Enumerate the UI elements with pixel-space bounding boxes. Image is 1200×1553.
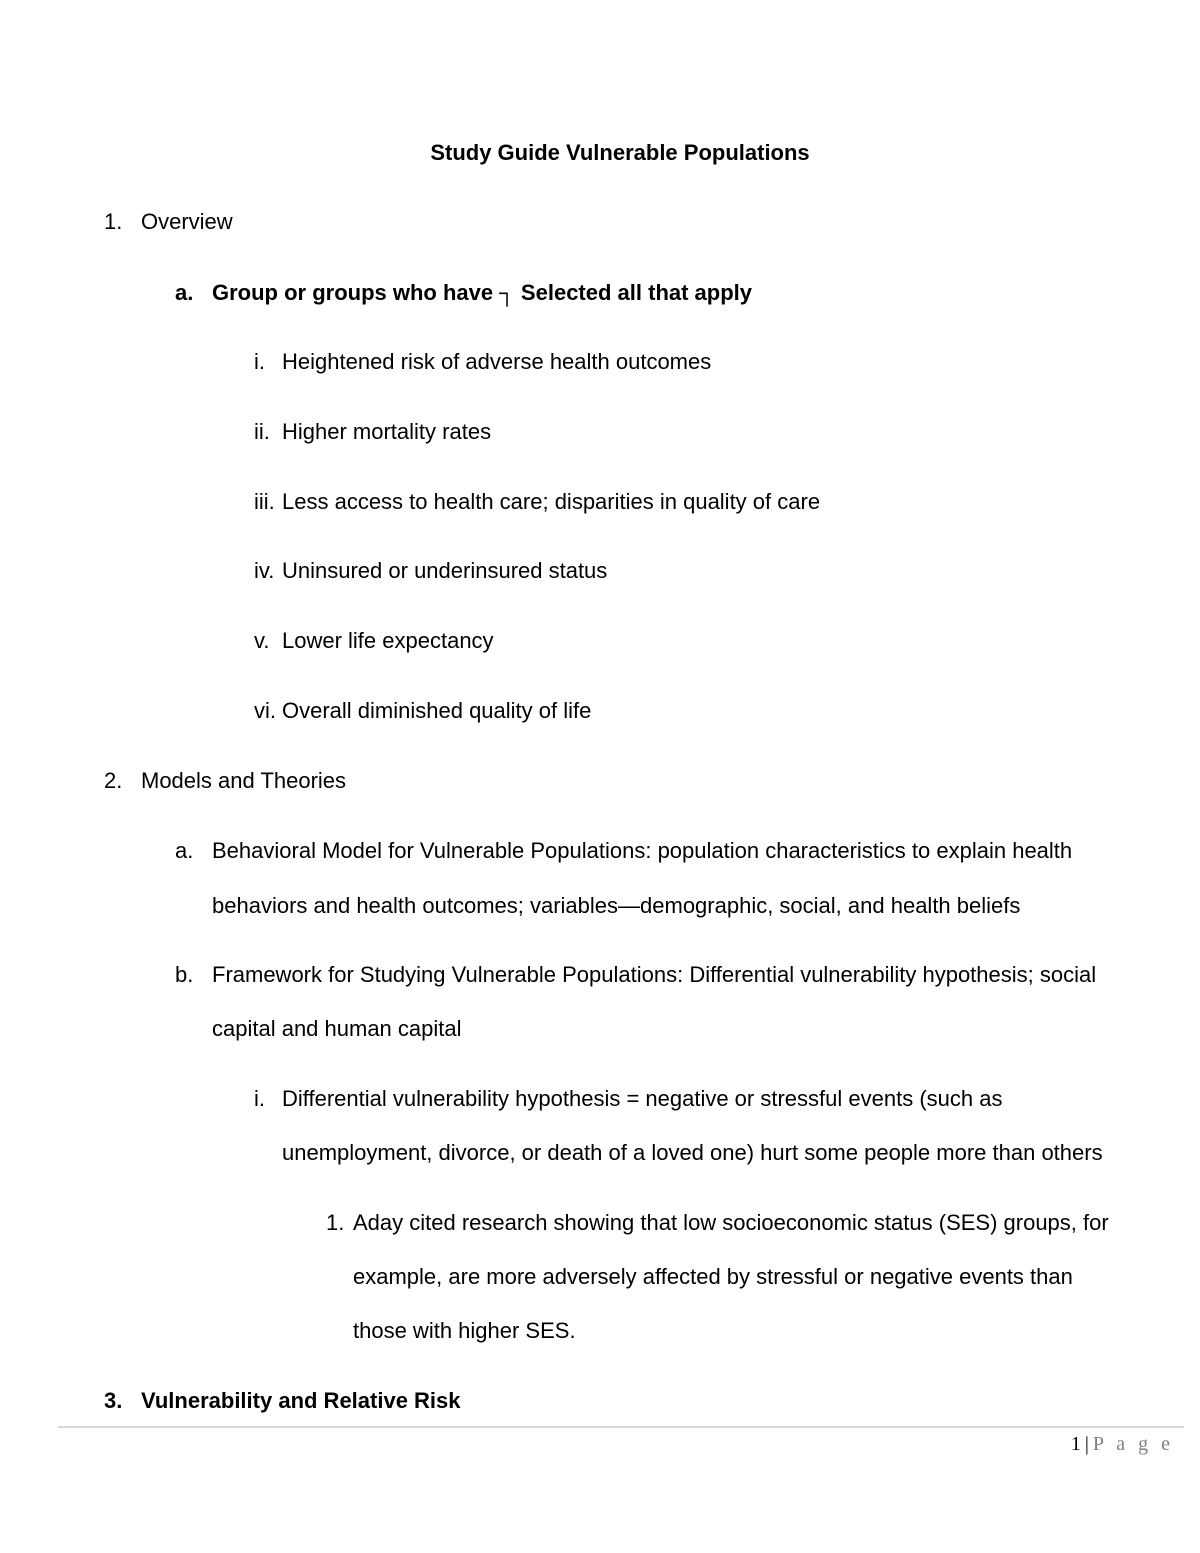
section-1-heading: Overview: [141, 209, 233, 234]
section-1a-text: Group or groups who have ┐ Selected all that apply: [212, 280, 753, 305]
section-1a-marker: a.: [175, 280, 194, 305]
section-2b-i-marker: i.: [254, 1086, 265, 1111]
page-label: P a g e: [1092, 1433, 1174, 1455]
section-2b-line-1: Framework for Studying Vulnerable Populations: Differential vulnerability hypothesis; social: [212, 962, 1097, 987]
page-footer: [1071, 1430, 1174, 1458]
section-2b-i-line-1: Differential vulnerability hypothesis = negative or stressful events (such as: [282, 1086, 1003, 1111]
footer-separator: |: [1084, 1433, 1089, 1455]
footer-divider: [58, 1426, 1184, 1428]
list-item-marker: v.: [254, 628, 270, 653]
section-2b-marker: b.: [175, 962, 194, 987]
section-2a-line-2: behaviors and health outcomes; variables—demographic, social, and health beliefs: [212, 893, 1021, 918]
section-1-number: 1.: [104, 209, 123, 234]
section-2-heading: Models and Theories: [141, 768, 347, 793]
list-item-marker: vi.: [254, 698, 276, 723]
list-item: Overall diminished quality of life: [282, 698, 592, 723]
list-item-marker: iv.: [254, 558, 275, 583]
section-2-number: 2.: [104, 768, 123, 793]
page-number: 1: [1070, 1433, 1081, 1455]
list-item: Heightened risk of adverse health outcomes: [282, 349, 712, 374]
list-item: Uninsured or underinsured status: [282, 558, 608, 583]
list-item: Lower life expectancy: [282, 628, 494, 653]
section-2a-marker: a.: [175, 838, 194, 863]
section-2b-i-line-2: unemployment, divorce, or death of a loved one) hurt some people more than others: [282, 1140, 1103, 1165]
list-item: Less access to health care; disparities in quality of care: [282, 489, 821, 514]
list-item-marker: iii.: [254, 489, 275, 514]
document-title: Study Guide Vulnerable Populations: [430, 140, 810, 165]
section-2b-i-1-line-2: example, are more adversely affected by stressful or negative events than: [353, 1264, 1073, 1289]
section-2b-i-1-marker: 1.: [326, 1210, 345, 1235]
section-2b-i-1-line-3: those with higher SES.: [353, 1318, 576, 1343]
list-item-marker: i.: [254, 349, 265, 374]
list-item: Higher mortality rates: [282, 419, 492, 444]
section-2b-i-1-line-1: Aday cited research showing that low socioeconomic status (SES) groups, for: [353, 1210, 1109, 1235]
section-3-number: 3.: [104, 1388, 123, 1413]
list-item-marker: ii.: [254, 419, 270, 444]
section-2b-line-2: capital and human capital: [212, 1016, 462, 1041]
section-2a-line-1: Behavioral Model for Vulnerable Populations: population characteristics to explain health: [212, 838, 1073, 863]
section-3-heading: Vulnerability and Relative Risk: [141, 1388, 461, 1413]
